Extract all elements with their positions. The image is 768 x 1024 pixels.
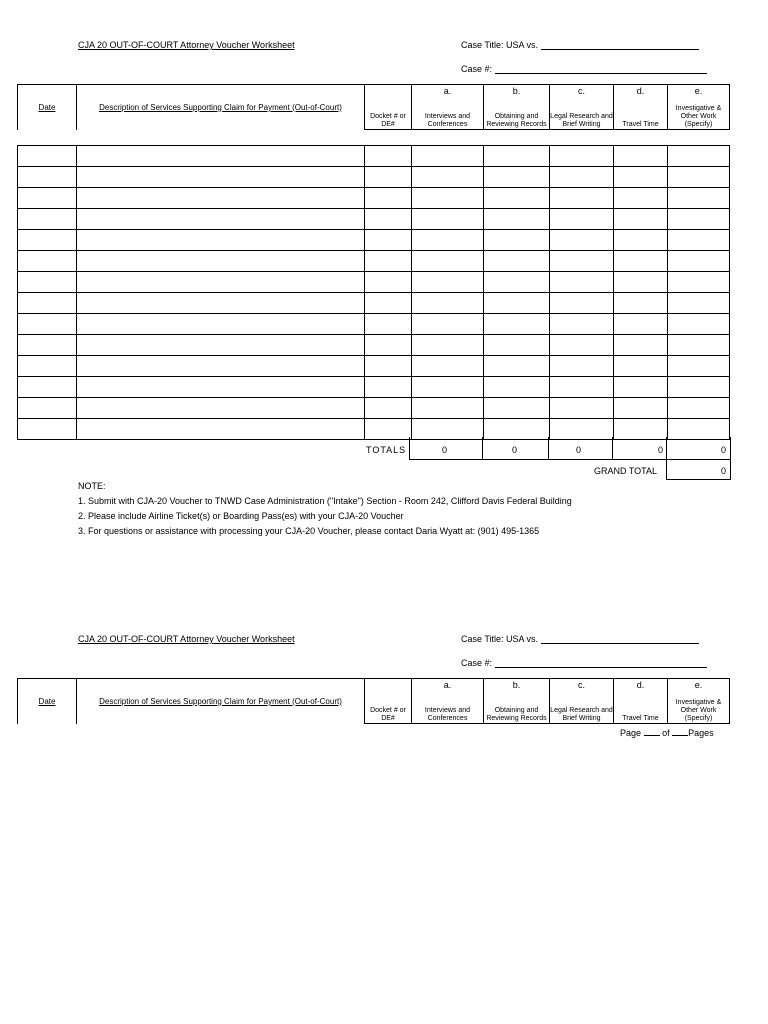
col-a-cell[interactable]	[412, 146, 484, 167]
description-cell[interactable]	[77, 419, 365, 440]
col-a-cell[interactable]	[412, 356, 484, 377]
grand-total-label: GRAND TOTAL	[594, 466, 658, 476]
case-number-input-line-2[interactable]	[495, 658, 707, 668]
col-c-letter-2: c.	[550, 679, 614, 691]
docket-cell[interactable]	[365, 167, 412, 188]
col-c-cell[interactable]	[550, 146, 614, 167]
docket-cell[interactable]	[365, 146, 412, 167]
case-number-field[interactable]	[461, 64, 707, 74]
case-title-input-line-2[interactable]	[541, 634, 699, 644]
col-d-header-2: Travel Time	[614, 690, 668, 724]
docket-cell[interactable]	[365, 188, 412, 209]
col-b-cell[interactable]	[484, 356, 550, 377]
col-e-cell[interactable]	[668, 230, 730, 251]
docket-cell[interactable]	[365, 209, 412, 230]
col-a-letter-2: a.	[412, 679, 484, 691]
col-a-header: Interviews and Conferences	[412, 96, 484, 130]
col-b-cell[interactable]	[484, 146, 550, 167]
description-cell[interactable]	[77, 398, 365, 419]
col-c-letter: c.	[550, 85, 614, 97]
col-d-cell[interactable]	[614, 377, 668, 398]
description-cell[interactable]	[77, 167, 365, 188]
notes-heading: NOTE:	[78, 481, 106, 491]
description-cell[interactable]	[77, 377, 365, 398]
col-e-letter: e.	[668, 85, 730, 97]
col-d-cell[interactable]	[614, 356, 668, 377]
description-cell[interactable]	[77, 335, 365, 356]
table-row	[18, 167, 730, 188]
date-cell[interactable]	[18, 419, 77, 440]
description-cell[interactable]	[77, 251, 365, 272]
date-cell[interactable]	[18, 272, 77, 293]
col-e-cell[interactable]	[668, 398, 730, 419]
col-e-letter-2: e.	[668, 679, 730, 691]
page-label: Page	[620, 728, 642, 738]
col-b-cell[interactable]	[484, 272, 550, 293]
form-title-2: CJA 20 OUT-OF-COURT Attorney Voucher Worksheet	[78, 634, 295, 644]
case-title-field[interactable]	[461, 40, 699, 50]
col-d-cell[interactable]	[614, 167, 668, 188]
col-c-cell[interactable]	[550, 335, 614, 356]
grand-total-value: 0	[721, 466, 727, 476]
col-e-cell[interactable]	[668, 293, 730, 314]
date-cell[interactable]	[18, 188, 77, 209]
total-b: 0	[512, 445, 518, 455]
note-item-2: 2. Please include Airline Ticket(s) or Boarding Pass(es) with your CJA-20 Voucher	[78, 511, 404, 521]
col-b-cell[interactable]	[484, 167, 550, 188]
docket-cell[interactable]	[365, 335, 412, 356]
col-d-cell[interactable]	[614, 146, 668, 167]
date-cell[interactable]	[18, 146, 77, 167]
date-cell[interactable]	[18, 314, 77, 335]
col-b-cell[interactable]	[484, 314, 550, 335]
col-d-cell[interactable]	[614, 209, 668, 230]
totals-box	[409, 437, 731, 460]
case-title-field-2[interactable]	[461, 634, 699, 644]
page-counter	[620, 727, 714, 738]
col-e-header-2: Investigative & Other Work (Specify)	[668, 690, 730, 724]
docket-cell[interactable]	[365, 398, 412, 419]
description-cell[interactable]	[77, 188, 365, 209]
col-b-cell[interactable]	[484, 230, 550, 251]
col-a-cell[interactable]	[412, 209, 484, 230]
col-b-letter: b.	[484, 85, 550, 97]
case-title-label-2: Case Title: USA vs.	[461, 634, 539, 644]
col-e-cell[interactable]	[668, 251, 730, 272]
col-a-cell[interactable]	[412, 251, 484, 272]
docket-cell[interactable]	[365, 356, 412, 377]
col-a-cell[interactable]	[412, 398, 484, 419]
description-cell[interactable]	[77, 356, 365, 377]
col-d-header: Travel Time	[614, 96, 668, 130]
page-total-line[interactable]	[672, 727, 688, 736]
col-a-cell[interactable]	[412, 314, 484, 335]
header-table-2	[17, 678, 730, 724]
total-e: 0	[721, 445, 727, 455]
table-row	[18, 314, 730, 335]
description-cell[interactable]	[77, 230, 365, 251]
docket-cell[interactable]	[365, 230, 412, 251]
col-d-cell[interactable]	[614, 293, 668, 314]
col-a-cell[interactable]	[412, 293, 484, 314]
header-table	[17, 84, 730, 130]
col-e-cell[interactable]	[668, 356, 730, 377]
col-a-letter: a.	[412, 85, 484, 97]
total-a: 0	[442, 445, 448, 455]
table-row	[18, 188, 730, 209]
case-number-label: Case #:	[461, 64, 493, 74]
date-cell[interactable]	[18, 209, 77, 230]
description-cell[interactable]	[77, 314, 365, 335]
date-cell[interactable]	[18, 293, 77, 314]
col-c-cell[interactable]	[550, 188, 614, 209]
table-row	[18, 356, 730, 377]
col-c-cell[interactable]	[550, 209, 614, 230]
col-b-cell[interactable]	[484, 209, 550, 230]
case-number-input-line[interactable]	[495, 64, 707, 74]
col-a-cell[interactable]	[412, 188, 484, 209]
col-c-cell[interactable]	[550, 398, 614, 419]
col-e-cell[interactable]	[668, 167, 730, 188]
description-cell[interactable]	[77, 209, 365, 230]
col-b-cell[interactable]	[484, 251, 550, 272]
pages-label: Pages	[688, 728, 714, 738]
docket-cell[interactable]	[365, 377, 412, 398]
notes	[78, 479, 572, 539]
col-e-cell[interactable]	[668, 209, 730, 230]
col-c-cell[interactable]	[550, 230, 614, 251]
description-cell[interactable]	[77, 146, 365, 167]
col-d-cell[interactable]	[614, 272, 668, 293]
col-e-cell[interactable]	[668, 335, 730, 356]
col-c-cell[interactable]	[550, 272, 614, 293]
table-row	[18, 251, 730, 272]
description-header: Description of Services Supporting Claim for Payment (Out-of-Court)	[77, 85, 365, 130]
col-c-cell[interactable]	[550, 356, 614, 377]
col-b-cell[interactable]	[484, 398, 550, 419]
col-a-header-2: Interviews and Conferences	[412, 690, 484, 724]
col-e-cell[interactable]	[668, 146, 730, 167]
table-row	[18, 398, 730, 419]
page-number-line[interactable]	[644, 727, 660, 736]
date-cell[interactable]	[18, 356, 77, 377]
case-number-label-2: Case #:	[461, 658, 493, 668]
docket-cell[interactable]	[365, 272, 412, 293]
date-header: Date	[18, 85, 77, 130]
col-d-cell[interactable]	[614, 230, 668, 251]
case-number-field-2[interactable]	[461, 658, 707, 668]
col-d-letter-2: d.	[614, 679, 668, 691]
table-row	[18, 377, 730, 398]
case-title-input-line[interactable]	[541, 40, 699, 50]
docket-cell[interactable]	[365, 251, 412, 272]
table-row	[18, 293, 730, 314]
docket-cell[interactable]	[365, 314, 412, 335]
total-d: 0	[658, 445, 664, 455]
entries-table	[17, 145, 730, 440]
description-header-2: Description of Services Supporting Claim for Payment (Out-of-Court)	[77, 679, 365, 724]
col-c-cell[interactable]	[550, 377, 614, 398]
col-d-cell[interactable]	[614, 188, 668, 209]
col-d-cell[interactable]	[614, 335, 668, 356]
col-c-cell[interactable]	[550, 293, 614, 314]
col-b-header: Obtaining and Reviewing Records	[484, 96, 550, 130]
date-cell[interactable]	[18, 230, 77, 251]
col-d-cell[interactable]	[614, 251, 668, 272]
col-c-header-2: Legal Research and Brief Writing	[550, 690, 614, 724]
note-item-3: 3. For questions or assistance with processing your CJA-20 Voucher, please contact Daria Wyatt at: (901) 495-1365	[78, 526, 540, 536]
totals-label: TOTALS	[366, 445, 407, 455]
date-cell[interactable]	[18, 251, 77, 272]
col-b-cell[interactable]	[484, 335, 550, 356]
date-cell[interactable]	[18, 167, 77, 188]
table-row	[18, 209, 730, 230]
col-c-cell[interactable]	[550, 251, 614, 272]
case-title-label: Case Title: USA vs.	[461, 40, 539, 50]
docket-cell[interactable]	[365, 419, 412, 440]
col-d-cell[interactable]	[614, 398, 668, 419]
description-cell[interactable]	[77, 293, 365, 314]
col-b-cell[interactable]	[484, 377, 550, 398]
total-c: 0	[576, 445, 582, 455]
col-e-cell[interactable]	[668, 188, 730, 209]
form-title: CJA 20 OUT-OF-COURT Attorney Voucher Worksheet	[78, 40, 295, 50]
date-cell[interactable]	[18, 377, 77, 398]
docket-header: Docket # or DE#	[365, 96, 412, 130]
col-c-cell[interactable]	[550, 314, 614, 335]
col-e-cell[interactable]	[668, 272, 730, 293]
col-e-cell[interactable]	[668, 314, 730, 335]
date-header-2: Date	[18, 679, 77, 724]
col-c-header: Legal Research and Brief Writing	[550, 96, 614, 130]
col-b-cell[interactable]	[484, 293, 550, 314]
col-e-cell[interactable]	[668, 377, 730, 398]
col-a-cell[interactable]	[412, 377, 484, 398]
description-cell[interactable]	[77, 272, 365, 293]
date-cell[interactable]	[18, 398, 77, 419]
col-b-cell[interactable]	[484, 188, 550, 209]
col-e-header: Investigative & Other Work (Specify)	[668, 96, 730, 130]
note-item-1: 1. Submit with CJA-20 Voucher to TNWD Case Administration ("Intake") Section - Room 242, Clifford Davis Federal Building	[78, 496, 572, 506]
col-a-cell[interactable]	[412, 230, 484, 251]
table-row	[18, 146, 730, 167]
col-a-cell[interactable]	[412, 335, 484, 356]
col-d-cell[interactable]	[614, 314, 668, 335]
table-row	[18, 230, 730, 251]
col-a-cell[interactable]	[412, 272, 484, 293]
date-cell[interactable]	[18, 335, 77, 356]
col-d-letter: d.	[614, 85, 668, 97]
col-a-cell[interactable]	[412, 167, 484, 188]
table-row	[18, 335, 730, 356]
col-b-letter-2: b.	[484, 679, 550, 691]
docket-cell[interactable]	[365, 293, 412, 314]
col-b-header-2: Obtaining and Reviewing Records	[484, 690, 550, 724]
page-of-label: of	[662, 728, 670, 738]
col-c-cell[interactable]	[550, 167, 614, 188]
docket-header-2: Docket # or DE#	[365, 690, 412, 724]
table-row	[18, 272, 730, 293]
